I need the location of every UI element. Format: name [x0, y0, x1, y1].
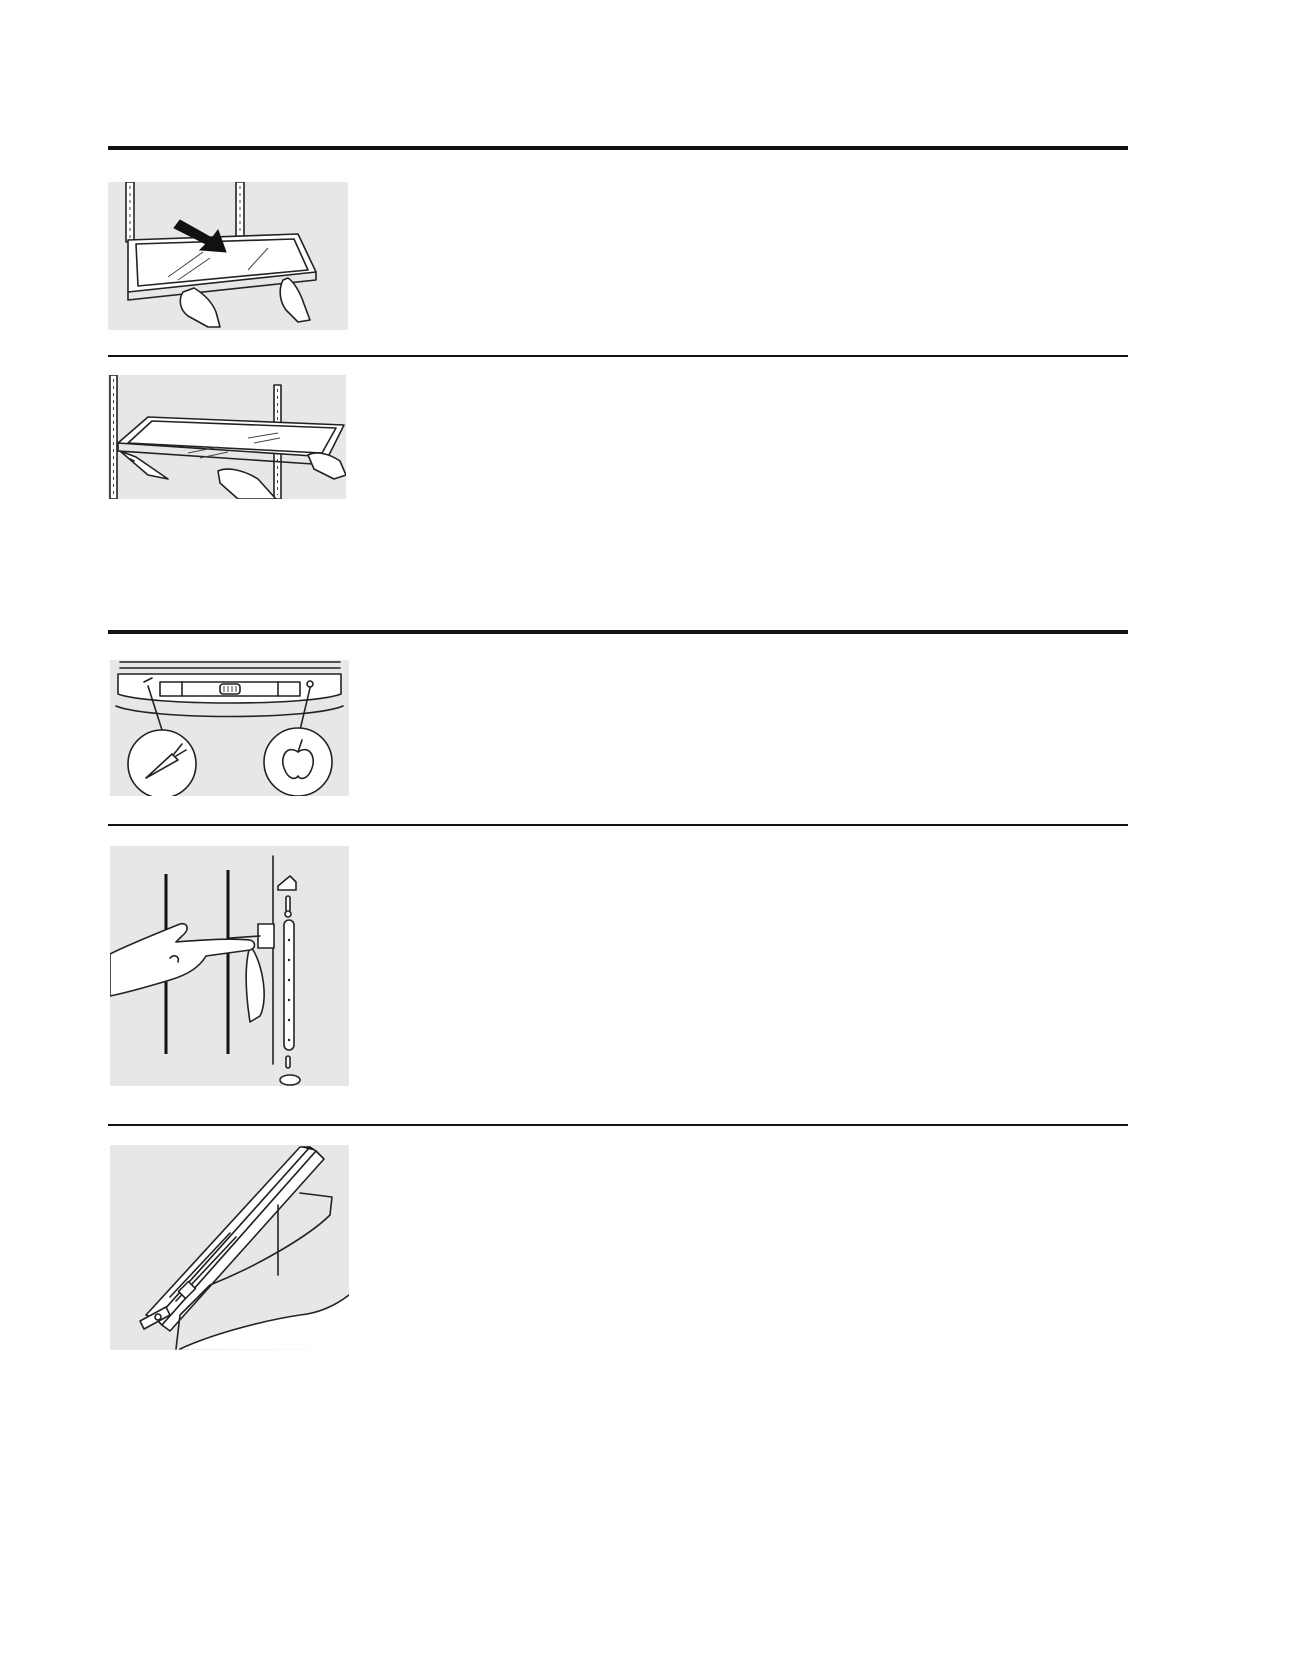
- glass-shelf-tilt-icon: [108, 375, 346, 499]
- section-2-top-rule: [108, 630, 1128, 634]
- door-rail-icon: [110, 1145, 349, 1350]
- section-2-mid-rule-1: [108, 824, 1128, 826]
- temperature-slider-icon: [110, 846, 349, 1086]
- crisper-control-illustration: [110, 660, 349, 796]
- temperature-slider-illustration: [110, 846, 349, 1086]
- section-1-top-rule: [108, 146, 1128, 150]
- section-1-mid-rule: [108, 355, 1128, 357]
- glass-shelf-tilt-illustration: [108, 375, 346, 499]
- glass-shelf-slide-in-illustration: [108, 182, 348, 330]
- crisper-control-icon: [110, 660, 349, 796]
- section-2-mid-rule-2: [108, 1124, 1128, 1126]
- door-rail-illustration: [110, 1145, 349, 1350]
- glass-shelf-slide-in-icon: [108, 182, 348, 330]
